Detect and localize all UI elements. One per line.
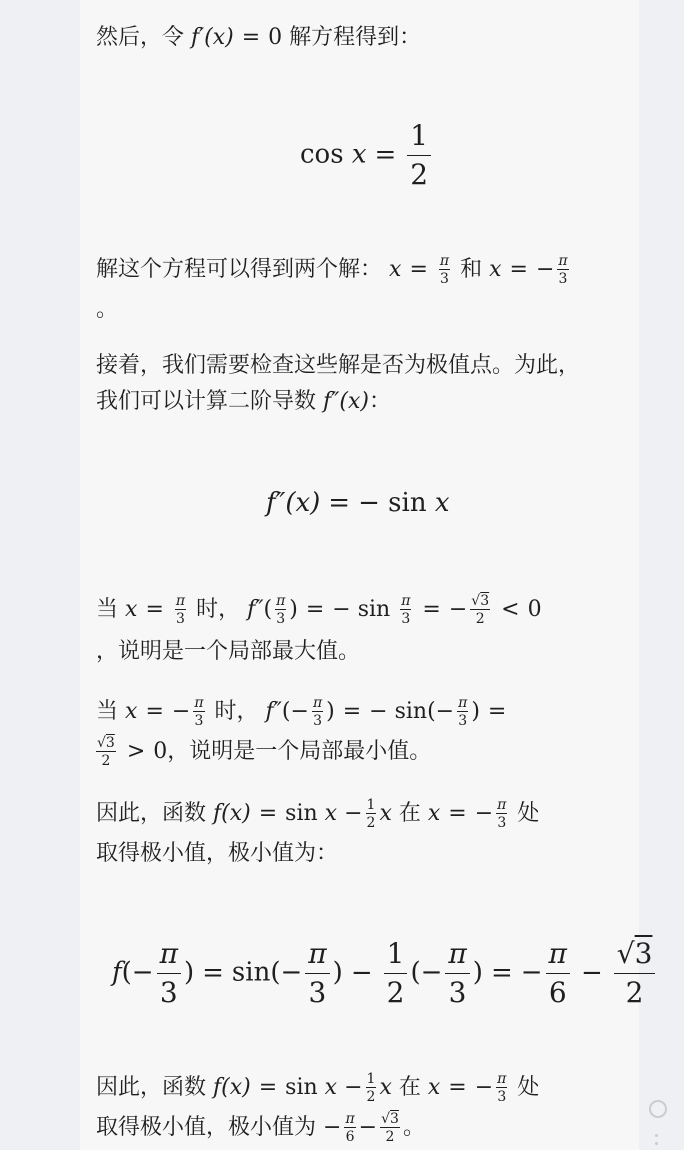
text: 我们可以计算二阶导数 xyxy=(96,389,317,414)
text: 在 xyxy=(398,801,421,826)
text: ，说明是一个局部最大值。 xyxy=(96,639,361,664)
paragraph-conclusion-l2 xyxy=(96,836,338,872)
text: ，说明是一个局部最小值。 xyxy=(167,739,432,764)
math-inline: f″(x) xyxy=(323,389,369,414)
math-inline: x = $\frac{\pi}{3}$ xyxy=(389,253,450,287)
math-inline: x = − $\frac{\pi}{3}$ xyxy=(427,1071,507,1105)
paragraph-local-max-l2 xyxy=(96,634,360,670)
paragraph-conclusion-l1 xyxy=(96,796,539,832)
math-inline: f″( $\frac{\pi}{3}$ ) = − sin $\frac{\pi}{3}$ = − $\frac{√3}{2}$ < 0 xyxy=(247,593,542,627)
text: 取得极小值，极小值为： xyxy=(96,841,339,866)
paragraph-second-derivative-l2 xyxy=(96,384,391,420)
text: 和 xyxy=(460,257,483,282)
paragraph-final-l2 xyxy=(96,1110,425,1146)
text: 当 xyxy=(96,597,119,622)
paragraph-local-min-l2 xyxy=(96,734,431,770)
text: 因此，函数 xyxy=(96,1075,207,1100)
text: 然后，令 xyxy=(96,25,185,50)
math-inline: f(x) = sin x − $\frac{1}{2}$ x xyxy=(213,797,392,831)
text: 在 xyxy=(398,1075,421,1100)
paragraph-two-solutions xyxy=(96,252,572,288)
text: 当 xyxy=(96,699,119,724)
math-display-minimum-value: f(− $\frac{\pi}{3}$ ) = sin(− $\frac{\pi}{3}$ ) − $\frac{1}{2}$ (− $\frac{\pi}{3}$ ) = − $\frac{\pi}{6}$ − $\frac{√3}{2}$ xyxy=(112,940,658,1007)
text: 因此，函数 xyxy=(96,801,207,826)
text: 解这个方程可以得到两个解： xyxy=(96,257,383,282)
text: 。 xyxy=(402,1115,425,1140)
math-inline: f″(− $\frac{\pi}{3}$ ) = − sin(− $\frac{\pi}{3}$ ) = xyxy=(265,695,507,729)
text: 时， xyxy=(214,699,259,724)
text: 接着，我们需要检查这些解是否为极值点。为此， xyxy=(96,353,581,378)
math-inline: x = $\frac{\pi}{3}$ xyxy=(125,593,186,627)
dot-icon xyxy=(655,1134,658,1137)
math-inline: x = − $\frac{\pi}{3}$ xyxy=(125,695,204,729)
text: 解方程得到： xyxy=(289,25,422,50)
text: 取得极小值，极小值为 xyxy=(96,1115,317,1140)
paragraph-set-derivative-zero xyxy=(96,20,421,56)
math-inline: $\frac{√3}{2}$ > 0 xyxy=(97,735,168,769)
math-inline: x = − $\frac{\pi}{3}$ xyxy=(427,797,507,831)
math-inline: x = − $\frac{\pi}{3}$ xyxy=(489,253,568,287)
text: 处 xyxy=(517,1075,540,1100)
paragraph-second-derivative-l1 xyxy=(96,348,580,384)
math-inline: f′(x) = 0 xyxy=(191,25,283,50)
math-display-cos: cos x = $\frac{1}{2}$ xyxy=(300,122,434,189)
paragraph-two-solutions-end xyxy=(96,292,118,328)
math-inline: − $\frac{\pi}{6}$ − $\frac{√3}{2}$ xyxy=(323,1111,399,1145)
paragraph-local-min-l1 xyxy=(96,694,514,730)
math-display-second-derivative: f″(x) = − sin x xyxy=(266,488,450,518)
text: 时， xyxy=(196,597,241,622)
text: 。 xyxy=(96,297,119,322)
dot-icon xyxy=(655,1142,658,1145)
paragraph-final-l1 xyxy=(96,1070,539,1106)
paragraph-local-max-l1 xyxy=(96,592,542,628)
refresh-icon[interactable] xyxy=(649,1100,667,1118)
text: 处 xyxy=(517,801,540,826)
math-inline: f(x) = sin x − $\frac{1}{2}$ x xyxy=(213,1071,392,1105)
text: ： xyxy=(368,389,391,414)
